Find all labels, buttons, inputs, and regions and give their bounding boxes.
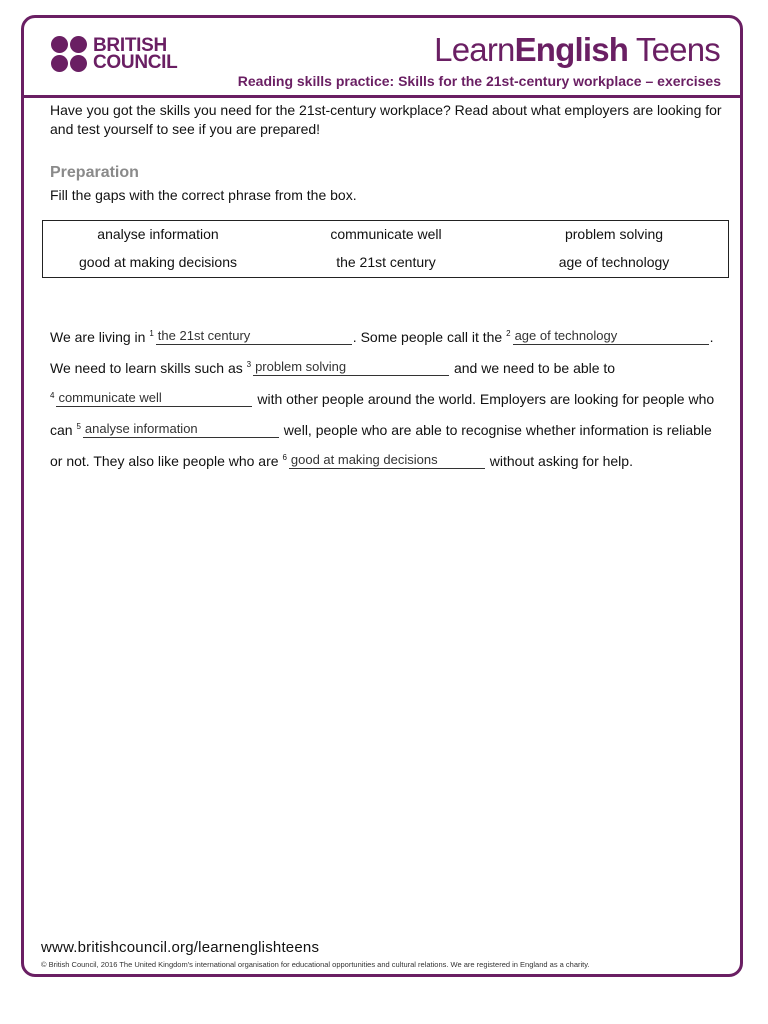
word-box-phrase: the 21st century xyxy=(336,254,436,270)
word-box xyxy=(42,220,729,278)
passage-text: without asking for help. xyxy=(485,453,633,469)
passage-line xyxy=(50,359,615,390)
passage-text: We need to learn skills such as xyxy=(50,360,247,376)
gap-1-field[interactable] xyxy=(156,328,352,345)
logo-text xyxy=(93,37,177,71)
worksheet-subtitle: Reading skills practice: Skills for the 21st-century workplace – exercises xyxy=(237,73,721,89)
passage-text: with other people around the world. Employers are looking for people who xyxy=(253,391,715,407)
word-box-phrase: analyse information xyxy=(97,226,219,242)
word-box-row xyxy=(43,254,728,282)
gap-6-field[interactable] xyxy=(289,452,485,469)
word-box-row xyxy=(43,226,728,254)
british-council-logo xyxy=(51,36,177,72)
header-divider xyxy=(21,95,743,98)
gap-4-answer: communicate well xyxy=(58,390,162,405)
gap-number: 3 xyxy=(246,360,252,369)
page-frame xyxy=(21,15,743,977)
gap-2-field[interactable] xyxy=(513,328,709,345)
passage-line xyxy=(50,452,633,483)
passage-text: and we need to be able to xyxy=(450,360,616,376)
gap-number: 2 xyxy=(506,329,511,338)
passage-line xyxy=(50,328,713,359)
logo-line-2: COUNCIL xyxy=(93,52,178,73)
gap-5-answer: analyse information xyxy=(84,421,198,436)
logo-dots-icon xyxy=(51,36,87,72)
gap-number: 5 xyxy=(76,422,81,431)
footer-url-link[interactable]: www.britishcouncil.org/learnenglishteens xyxy=(41,939,320,956)
passage-line xyxy=(50,421,712,452)
passage-line xyxy=(50,390,714,421)
gap-6-answer: good at making decisions xyxy=(290,452,438,467)
passage-text: . xyxy=(709,329,714,345)
footer-copyright: © British Council, 2016 The United Kingdom's international organisation for educational opportunities and cultural relations. We are registered in England as a charity. xyxy=(41,960,590,969)
gap-number: 6 xyxy=(282,453,287,462)
passage-text: We are living in xyxy=(50,329,150,345)
word-box-phrase: problem solving xyxy=(564,226,664,242)
word-box-phrase: communicate well xyxy=(330,226,442,242)
word-box-phrase: good at making decisions xyxy=(79,254,237,270)
passage-text: can xyxy=(50,422,77,438)
gap-2-answer: age of technology xyxy=(514,328,618,343)
section-title: Preparation xyxy=(50,164,139,181)
gap-5-field[interactable] xyxy=(83,421,279,438)
gap-3-answer: problem solving xyxy=(255,359,347,374)
passage-text: . Some people call it the xyxy=(352,329,507,345)
gap-number: 4 xyxy=(50,391,55,400)
word-box-phrase: age of technology xyxy=(558,254,670,270)
gap-4-field[interactable] xyxy=(56,390,252,407)
brand-english: English xyxy=(514,31,629,68)
intro-paragraph: Have you got the skills you need for the 21st-century workplace? Read about what employers are looking for and test yourself to see if you are prepared! xyxy=(50,102,722,137)
brand-teens: Teens xyxy=(628,31,720,68)
gap-1-answer: the 21st century xyxy=(157,328,251,343)
brand-learn: Learn xyxy=(434,31,515,68)
gap-number: 1 xyxy=(149,329,154,338)
logo-line-1: BRITISH xyxy=(93,35,167,56)
gap-3-field[interactable] xyxy=(253,359,449,376)
learnenglish-teens-brand xyxy=(434,31,720,69)
section-instruction: Fill the gaps with the correct phrase from the box. xyxy=(50,187,357,203)
passage-text: or not. They also like people who are xyxy=(50,453,283,469)
passage-text: well, people who are able to recognise whether information is reliable xyxy=(279,422,712,438)
